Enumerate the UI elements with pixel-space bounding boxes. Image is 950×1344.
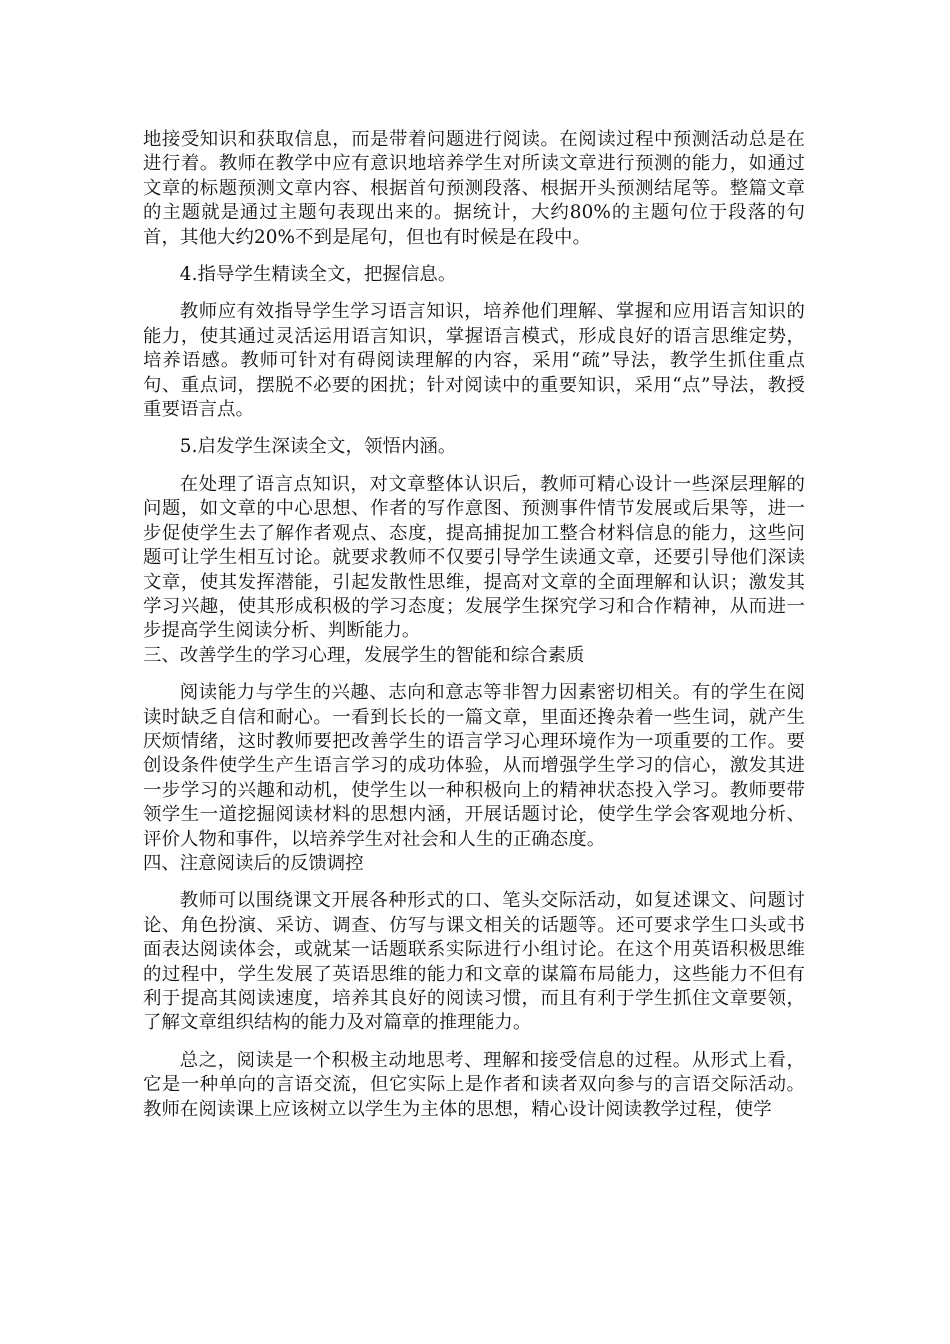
paragraph-conclusion: 总之，阅读是一个积极主动地思考、理解和接受信息的过程。从形式上看，它是一种单向的言语交流，但它实际上是作者和读者双向参与的言语交际活动。教师在阅读课上应该树立以学生为主体的思想，精心设计阅读教学过程，使学 [143,1049,805,1120]
section-heading-3: 三、改善学生的学习心理，发展学生的智能和综合素质 [143,644,585,666]
section-heading-4: 四、注意阅读后的反馈调控 [143,852,364,874]
paragraph-4: 教师应有效指导学生学习语言知识，培养他们理解、掌握和应用语言知识的能力，使其通过灵活运用语言知识，掌握语言模式，形成良好的语言思维定势，培养语感。教师可针对有碍阅读理解的内容，采用“疏”导法，教学生抓住重点句、重点词，摆脱不必要的困扰；针对阅读中的重要知识，采用“点”导法，教授重要语言点。 [143,301,805,421]
document-page [143,128,805,1122]
subheading-5: 5.启发学生深读全文，领悟内涵。 [179,436,457,458]
paragraph-3: 阅读能力与学生的兴趣、志向和意志等非智力因素密切相关。有的学生在阅读时缺乏自信和耐心。一看到长长的一篇文章，里面还搀杂着一些生词，就产生厌烦情绪，这时教师要把改善学生的语言学习心理环境作为一项重要的工作。要创设条件使学生产生语言学习的成功体验，从而增强学生学习的信心，激发其进一步学习的兴趣和动机，使学生以一种积极向上的精神状态投入学习。教师要带领学生一道挖掘阅读材料的思想内涵，开展话题讨论，使学生学会客观地分析、评价人物和事件，以培养学生对社会和人生的正确态度。 [143,682,805,850]
subheading-4: 4.指导学生精读全文，把握信息。 [179,264,457,286]
paragraph-4b: 教师可以围绕课文开展各种形式的口、笔头交际活动，如复述课文、问题讨论、角色扮演、采访、调查、仿写与课文相关的话题等。还可要求学生口头或书面表达阅读体会，或就某一话题联系实际进行小组讨论。在这个用英语积极思维的过程中，学生发展了英语思维的能力和文章的谋篇布局能力，这些能力不但有利于提高其阅读速度，培养其良好的阅读习惯，而且有利于学生抓住文章要领，了解文章组织结构的能力及对篇章的推理能力。 [143,890,805,1034]
paragraph-continued: 地接受知识和获取信息，而是带着问题进行阅读。在阅读过程中预测活动总是在进行着。教师在教学中应有意识地培养学生对所读文章进行预测的能力，如通过文章的标题预测文章内容、根据首句预测段落、根据开头预测结尾等。整篇文章的主题就是通过主题句表现出来的。据统计，大约80%的主题句位于段落的句首，其他大约20%不到是尾句，但也有时候是在段中。 [143,129,805,248]
paragraph-5: 在处理了语言点知识，对文章整体认识后，教师可精心设计一些深层理解的问题，如文章的中心思想、作者的写作意图、预测事件情节发展或后果等，进一步促使学生去了解作者观点、态度，提高捕捉加工整合材料信息的能力，这些问题可让学生相互讨论。就要求教师不仅要引导学生读通文章，还要引导他们深读文章，使其发挥潜能，引起发散性思维，提高对文章的全面理解和认识；激发其学习兴趣，使其形成积极的学习态度；发展学生探究学习和合作精神，从而进一步提高学生阅读分析、判断能力。 [143,473,805,642]
